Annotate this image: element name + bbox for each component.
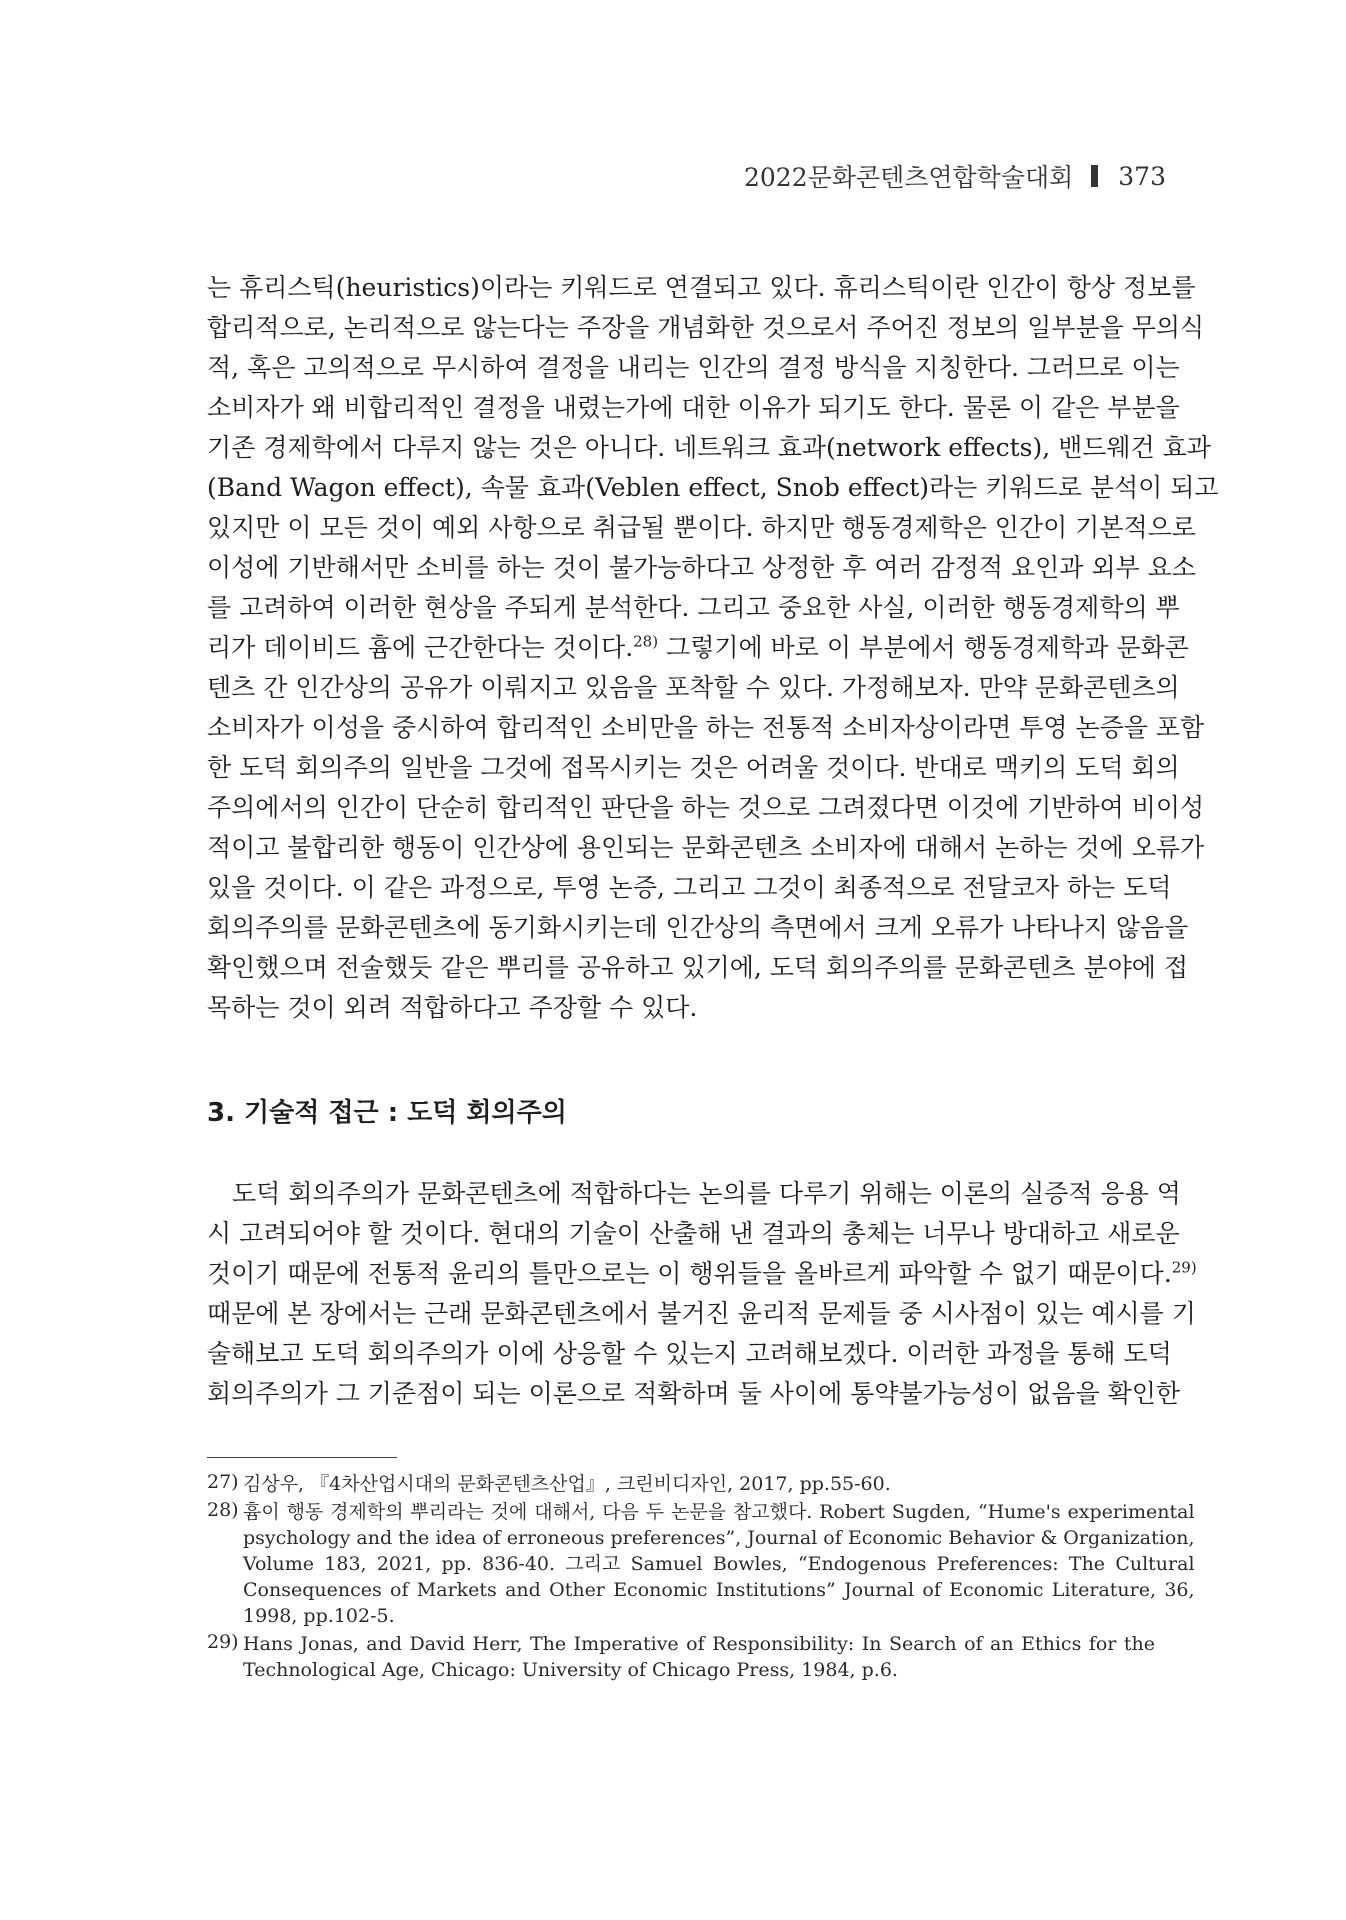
text-line-with-footnote [207,1254,1197,1294]
footnote-line: 흄이 행동 경제학의 뿌리라는 것에 대해서, 다음 두 논문을 참고했다. Robert Sugden, “Hume's experimental [243,1501,1195,1523]
page-number: 373 [1118,161,1166,191]
footnote-line: 1998, pp.102-5. [243,1605,395,1627]
footnote-number: 27) [207,1471,239,1493]
text-line: 회의주의를 문화콘텐츠에 동기화시키는데 인간상의 측면에서 크게 오류가 나타나지 않음을 [207,913,1189,942]
footnote-ref-29[interactable]: 29) [1171,1258,1197,1277]
text-line: 있을 것이다. 이 같은 과정으로, 투영 논증, 그리고 그것이 최종적으로 전달코자 하는 도덕 [207,873,1172,902]
footnote-number: 28) [207,1499,239,1521]
header-divider [1091,165,1098,187]
header-title: 2022문화콘텐츠연합학술대회 [744,163,1074,192]
footnote-divider [207,1457,397,1458]
footnote-27 [207,1471,1155,1497]
text-line-with-footnote [207,628,1189,668]
footnote-line: Technological Age, Chicago: University of Chicago Press, 1984, p.6. [243,1659,898,1681]
text-line: 소비자가 왜 비합리적인 결정을 내렸는가에 대한 이유가 되기도 한다. 물론 이 같은 부분을 [207,393,1180,422]
section-heading: 3. 기술적 접근 : 도덕 회의주의 [207,1098,567,1128]
text-line: 텐츠 간 인간상의 공유가 이뤄지고 있음을 포착할 수 있다. 가정해보자. 만약 문화콘텐츠의 [207,673,1180,702]
text-segment: 것이기 때문에 전통적 윤리의 틀만으로는 이 행위들을 올바르게 파악할 수 없기 때문이다. [207,1259,1172,1288]
paragraph-2 [207,1174,1197,1414]
footnote-ref-28[interactable]: 28) [633,632,659,651]
text-line: 목하는 것이 외려 적합하다고 주장할 수 있다. [207,993,698,1022]
footnote-line: Volume 183, 2021, pp. 836-40. 그리고 Samuel Bowles, “Endogenous Preferences: The Cultural [243,1553,1195,1575]
text-segment: 그렇기에 바로 이 부분에서 행동경제학과 문화콘 [658,633,1189,662]
text-line: 한 도덕 회의주의 일반을 그것에 접목시키는 것은 어려울 것이다. 반대로 맥키의 도덕 회의 [207,753,1180,782]
running-header [744,158,1166,194]
text-line: 합리적으로, 논리적으로 않는다는 주장을 개념화한 것으로서 주어진 정보의 일부분을 무의식 [207,313,1205,342]
footnote-28 [207,1499,1195,1629]
text-line: 는 휴리스틱(heuristics)이라는 키워드로 연결되고 있다. 휴리스틱이란 인간이 항상 정보를 [207,273,1196,302]
paragraph-1 [207,268,1219,1028]
text-line: 주의에서의 인간이 단순히 합리적인 판단을 하는 것으로 그려졌다면 이것에 기반하여 비이성 [207,793,1205,822]
footnote-line: 김상우, 『4차산업시대의 문화콘텐츠산업』, 크린비디자인, 2017, pp.55-60. [243,1473,891,1495]
text-segment: 리가 데이비드 흄에 근간한다는 것이다. [207,633,634,662]
text-line: 시 고려되어야 할 것이다. 현대의 기술이 산출해 낸 결과의 총체는 너무나 방대하고 새로운 [207,1219,1180,1248]
text-line: 술해보고 도덕 회의주의가 이에 상응할 수 있는지 고려해보겠다. 이러한 과정을 통해 도덕 [207,1339,1172,1368]
text-line: 를 고려하여 이러한 현상을 주되게 분석한다. 그리고 중요한 사실, 이러한 행동경제학의 뿌 [207,593,1180,622]
text-line: 도덕 회의주의가 문화콘텐츠에 적합하다는 논의를 다루기 위해는 이론의 실증적 응용 역 [232,1179,1181,1208]
text-line: 기존 경제학에서 다루지 않는 것은 아니다. 네트워크 효과(network effects), 밴드웨건 효과 [207,433,1211,462]
footnote-29 [207,1631,1155,1683]
text-line: 적, 혹은 고의적으로 무시하여 결정을 내리는 인간의 결정 방식을 지칭한다. 그러므로 이는 [207,353,1180,382]
footnote-line: psychology and the idea of erroneous preferences”, Journal of Economic Behavior & Organization, [243,1527,1195,1549]
text-line: 적이고 불합리한 행동이 인간상에 용인되는 문화콘텐츠 소비자에 대해서 논하는 것에 오류가 [207,833,1205,862]
footnote-line: Hans Jonas, and David Herr, The Imperative of Responsibility: In Search of an Ethics for the [243,1633,1155,1655]
text-line: 소비자가 이성을 중시하여 합리적인 소비만을 하는 전통적 소비자상이라면 투영 논증을 포함 [207,713,1205,742]
text-line: (Band Wagon effect), 속물 효과(Veblen effect, Snob effect)라는 키워드로 분석이 되고 [207,473,1219,502]
text-line: 이성에 기반해서만 소비를 하는 것이 불가능하다고 상정한 후 여러 감정적 요인과 외부 요소 [207,553,1196,582]
text-line: 회의주의가 그 기준점이 되는 이론으로 적확하며 둘 사이에 통약불가능성이 없음을 확인한 [207,1379,1181,1408]
footnote-number: 29) [207,1631,239,1653]
text-line: 확인했으며 전술했듯 같은 뿌리를 공유하고 있기에, 도덕 회의주의를 문화콘텐츠 분야에 접 [207,953,1188,982]
footnotes [207,1471,1195,1685]
text-line: 때문에 본 장에서는 근래 문화콘텐츠에서 불거진 윤리적 문제들 중 시사점이 있는 예시를 기 [207,1299,1196,1328]
text-line: 있지만 이 모든 것이 예외 사항으로 취급될 뿐이다. 하지만 행동경제학은 인간이 기본적으로 [207,513,1196,542]
footnote-line: Consequences of Markets and Other Economic Institutions” Journal of Economic Literature, 36, [243,1579,1195,1601]
